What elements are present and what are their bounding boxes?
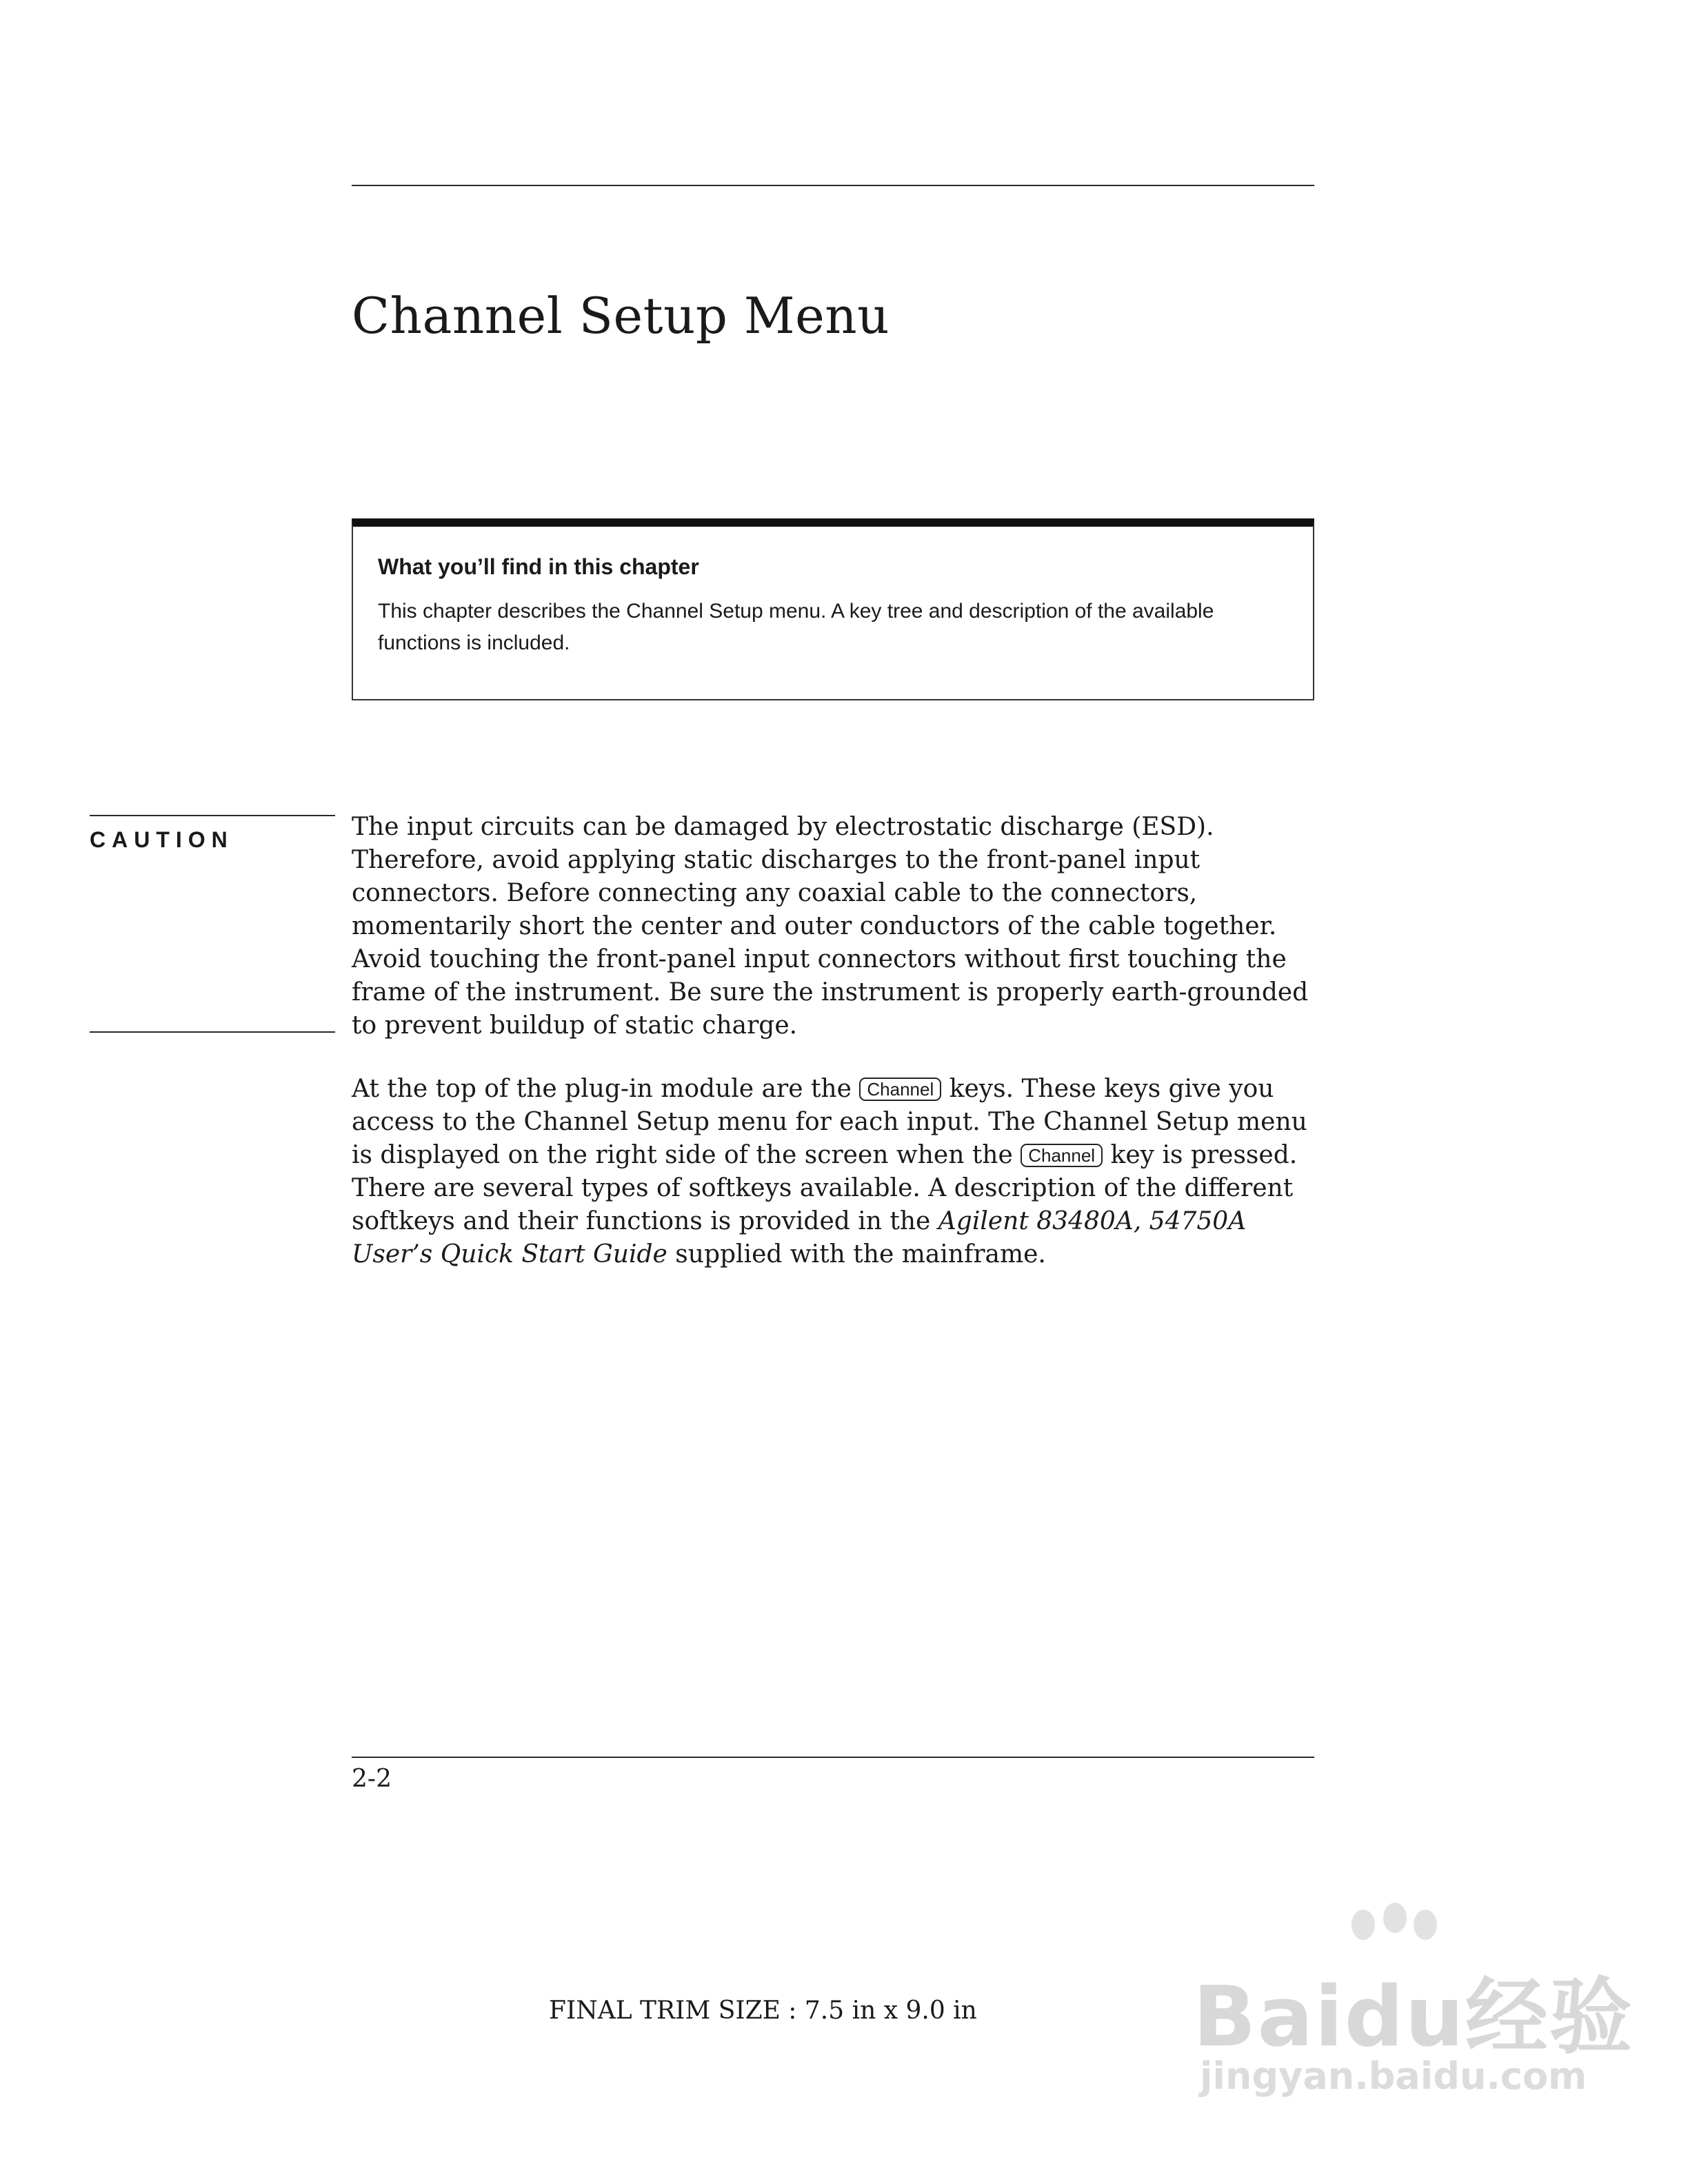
chapter-summary-box (352, 518, 1314, 700)
manual-reference: Agilent 83480A, 54750A User’s Quick Start Guide (352, 1207, 1247, 1268)
top-rule (352, 185, 1314, 186)
paw-icon (1352, 1910, 1375, 1940)
watermark-logo: Baidu经验 (1193, 1970, 1634, 2065)
body-text-part4: supplied with the mainframe. (675, 1240, 1046, 1268)
caution-label: CAUTION (90, 827, 234, 852)
trim-size-note: FINAL TRIM SIZE : 7.5 in x 9.0 in (549, 1996, 977, 2025)
chapter-summary-text: This chapter describes the Channel Setup menu. A key tree and description of the available functions is included. (378, 600, 1214, 654)
body-text-part1: At the top of the plug-in module are the (352, 1075, 852, 1103)
caution-text: The input circuits can be damaged by electrostatic discharge (ESD). Therefore, avoid applying static discharges to the front-panel input connectors. Before connecting any coaxial cable to the connectors, momentarily short the center and outer conductors of the cable together. Avoid touching the front-panel input connectors without first touching the frame of the instrument. Be sure the instrument is properly earth-grounded to prevent buildup of static charge. (352, 813, 1309, 1040)
channel-key-label: Channel (1021, 1144, 1103, 1167)
footer-rule (352, 1757, 1314, 1758)
body-paragraph (352, 1073, 1325, 1271)
body-text-part3: key is pressed. There are several types of softkeys available. A description of the different softkeys and their functions is provided in the (352, 1141, 1298, 1235)
channel-key-label: Channel (859, 1078, 941, 1101)
paw-icon (1414, 1910, 1437, 1940)
page-number: 2-2 (352, 1765, 392, 1793)
caution-bottom-rule (90, 1031, 335, 1033)
paw-icon (1383, 1903, 1407, 1933)
chapter-summary-heading: What you’ll find in this chapter (378, 554, 699, 579)
caution-top-rule (90, 815, 335, 816)
watermark-url: jingyan.baidu.com (1200, 2054, 1587, 2098)
page-title: Channel Setup Menu (352, 287, 890, 345)
baidu-watermark (1172, 1910, 1634, 2130)
body-text-part2: keys. These keys give you access to the Channel Setup menu for each input. The Channel Setup menu is displayed on the right side of the screen when the (352, 1075, 1307, 1169)
